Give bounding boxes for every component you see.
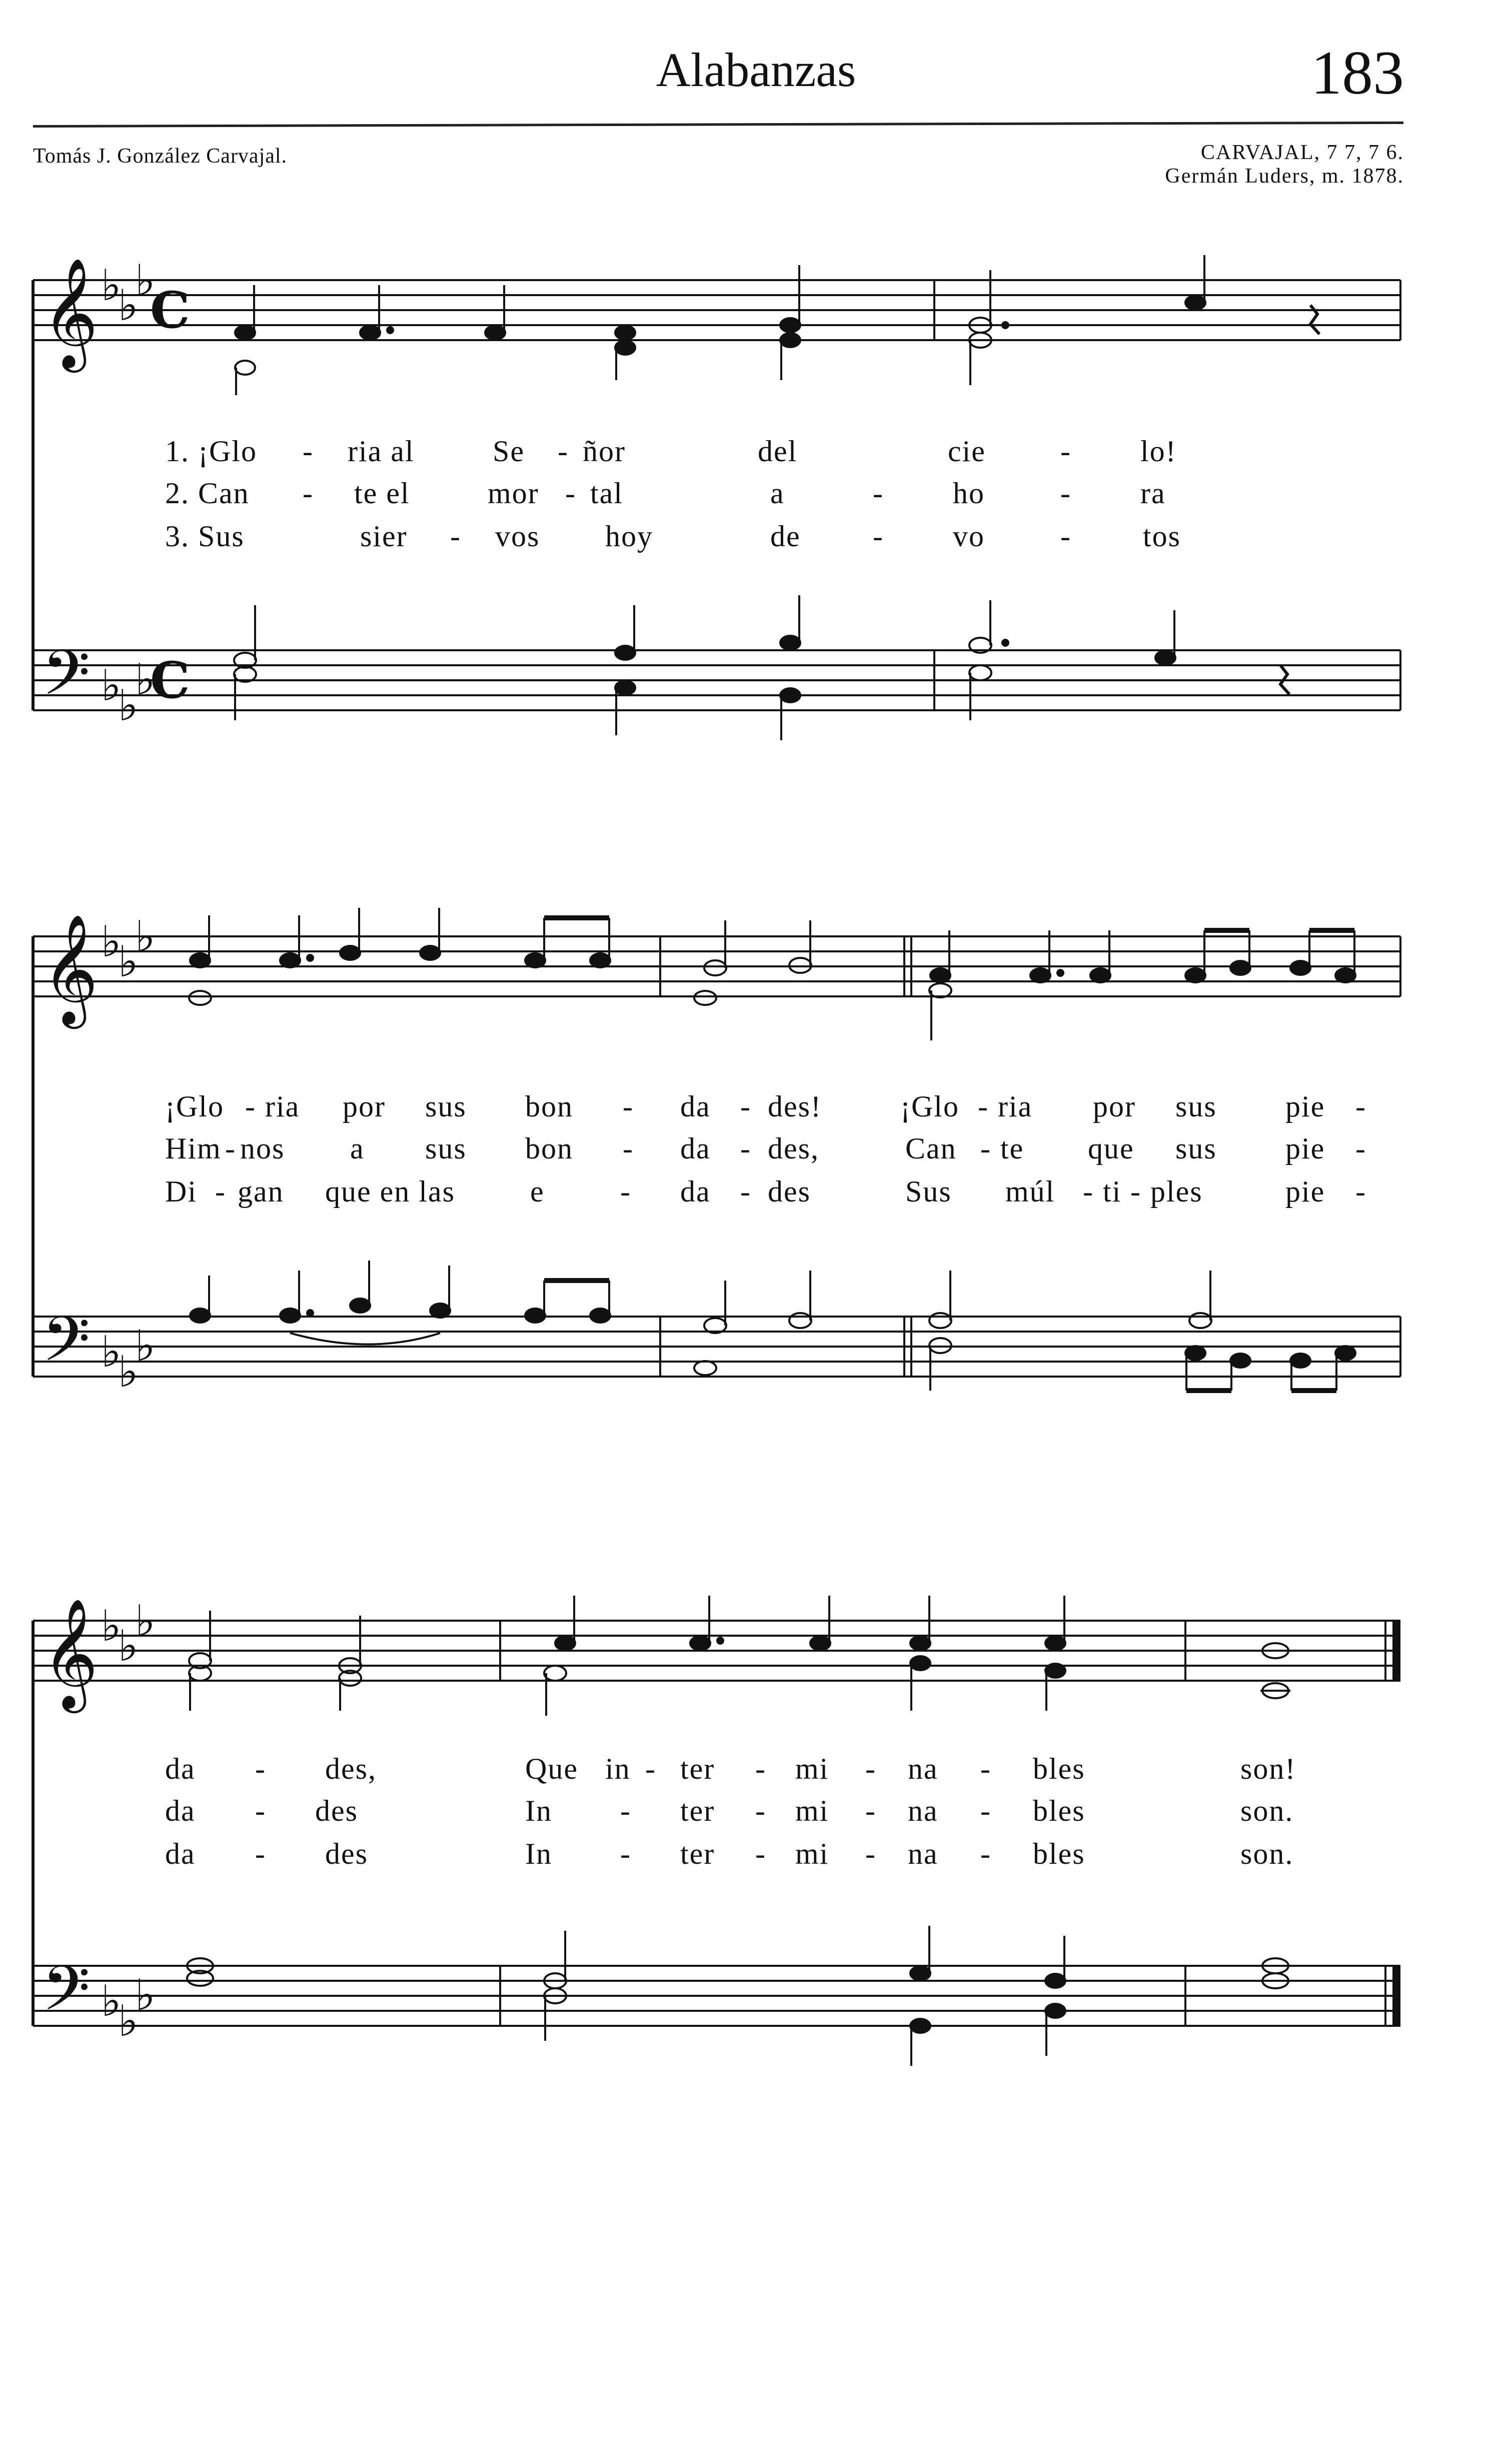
lyric-syllable: ria	[998, 1090, 1033, 1123]
lyric-syllable: son!	[1240, 1752, 1296, 1785]
lyric-syllable: da	[680, 1090, 711, 1123]
svg-text:♭: ♭	[118, 1347, 139, 1397]
lyric-syllable: ¡Glo	[165, 1090, 224, 1123]
lyric-syllable: des	[315, 1794, 358, 1827]
lyric-hyphen: -	[303, 435, 314, 468]
svg-text:♭: ♭	[101, 261, 122, 311]
author-credit: Tomás J. González Carvajal.	[33, 145, 288, 168]
lyric-syllable: gan	[238, 1175, 284, 1208]
lyric-syllable: te	[1000, 1132, 1024, 1165]
lyric-syllable: sus	[1175, 1090, 1217, 1123]
lyric-hyphen: -	[980, 1752, 991, 1785]
lyric-syllable: des,	[325, 1752, 377, 1785]
lyric-hyphen: -	[565, 477, 576, 510]
lyric-syllable: que	[1088, 1132, 1134, 1165]
lyric-syllable: na	[908, 1752, 938, 1785]
lyric-hyphen: -	[450, 520, 461, 553]
system-2-verse-3	[0, 1174, 1512, 1214]
lyric-syllable: por	[1093, 1090, 1136, 1123]
lyric-syllable: ria	[265, 1090, 300, 1123]
svg-text:♭: ♭	[135, 912, 156, 962]
lyric-syllable: ter	[680, 1837, 715, 1870]
lyric-syllable: da	[680, 1175, 711, 1208]
lyric-syllable: sus	[425, 1090, 467, 1123]
lyric-syllable: In	[525, 1794, 552, 1827]
lyric-syllable: mor	[488, 477, 539, 510]
lyric-syllable: Se	[493, 435, 525, 468]
lyric-syllable: na	[908, 1837, 938, 1870]
lyric-syllable: que en las	[325, 1175, 455, 1208]
page-title: Alabanzas	[656, 43, 856, 97]
lyric-hyphen: -	[980, 1794, 991, 1827]
lyric-syllable: 2. Can	[165, 477, 250, 510]
lyric-syllable: sier	[360, 520, 408, 553]
lyric-syllable: pie	[1285, 1132, 1325, 1165]
treble-clef-icon	[42, 257, 98, 1713]
lyric-hyphen: -	[740, 1175, 751, 1208]
system-2-treble-staff	[33, 936, 1400, 996]
lyric-syllable: ter	[680, 1794, 715, 1827]
lyric-syllable: de	[770, 520, 801, 553]
lyric-syllable: múl	[1005, 1175, 1055, 1208]
lyric-syllable: des,	[768, 1132, 819, 1165]
svg-text:♭: ♭	[118, 1996, 139, 2046]
composer-credit: Germán Luders, m. 1878.	[1165, 165, 1404, 188]
svg-text:𝄢: 𝄢	[42, 1304, 91, 1391]
system-3-treble-notes	[189, 1596, 1290, 1716]
system-3-bass-staff	[33, 1966, 1400, 2026]
svg-text:𝄞: 𝄞	[42, 913, 99, 1024]
lyric-syllable: del	[758, 435, 798, 468]
svg-text:♭: ♭	[101, 917, 122, 967]
svg-text:𝄢: 𝄢	[42, 1953, 91, 2040]
lyric-syllable: bon	[525, 1090, 573, 1123]
tune-name: CARVAJAL, 7 7, 7 6.	[1200, 141, 1404, 164]
lyric-syllable: Sus	[905, 1175, 952, 1208]
lyric-hyphen: -	[303, 477, 314, 510]
lyric-syllable: son.	[1240, 1837, 1294, 1870]
system-1-verse-1	[0, 434, 1512, 474]
lyric-hyphen: -	[1130, 1175, 1141, 1208]
lyric-syllable: da	[165, 1752, 196, 1785]
lyric-syllable: da	[165, 1794, 196, 1827]
lyric-syllable: tal	[590, 477, 623, 510]
lyric-syllable: sus	[1175, 1132, 1217, 1165]
lyric-syllable: in	[605, 1752, 631, 1785]
lyric-syllable: bon	[525, 1132, 573, 1165]
system-2-treble-notes	[189, 908, 1355, 1040]
lyric-hyphen: -	[245, 1090, 256, 1123]
lyric-syllable: da	[165, 1837, 196, 1870]
svg-text:♭: ♭	[118, 281, 139, 331]
lyric-hyphen: -	[873, 477, 884, 510]
lyric-syllable: ho	[953, 477, 985, 510]
svg-text:♭: ♭	[101, 1327, 122, 1377]
page-number: 183	[1311, 39, 1404, 107]
svg-text:♭: ♭	[118, 1621, 139, 1671]
lyric-syllable: pie	[1285, 1175, 1325, 1208]
svg-text:♭: ♭	[135, 1596, 156, 1646]
lyric-syllable: Him	[165, 1132, 222, 1165]
system-1-verse-3	[0, 519, 1512, 559]
svg-text:♭: ♭	[135, 1970, 156, 2020]
lyric-syllable: da	[680, 1132, 711, 1165]
lyric-syllable: mi	[795, 1752, 829, 1785]
lyric-syllable: por	[343, 1090, 386, 1123]
svg-text:𝄢: 𝄢	[42, 637, 91, 724]
lyric-syllable: e	[530, 1175, 545, 1208]
lyric-hyphen: -	[1355, 1175, 1366, 1208]
lyric-syllable: ñor	[583, 435, 626, 468]
svg-text:♭: ♭	[118, 937, 139, 987]
lyric-syllable: a	[350, 1132, 365, 1165]
svg-text:C: C	[150, 281, 190, 340]
lyric-syllable: Di	[165, 1175, 197, 1208]
svg-text:♭: ♭	[101, 661, 122, 711]
lyric-hyphen: -	[1355, 1132, 1366, 1165]
lyric-syllable: In	[525, 1837, 552, 1870]
svg-text:♭: ♭	[135, 655, 156, 705]
lyric-syllable: des	[768, 1175, 811, 1208]
lyric-syllable: bles	[1033, 1837, 1085, 1870]
lyric-syllable: na	[908, 1794, 938, 1827]
lyric-syllable: sus	[425, 1132, 467, 1165]
lyric-syllable: ples	[1150, 1175, 1203, 1208]
system-1-verse-2	[0, 476, 1512, 516]
lyric-hyphen: -	[740, 1090, 751, 1123]
lyric-hyphen: -	[1060, 477, 1071, 510]
lyric-syllable: ra	[1140, 477, 1166, 510]
system-3-verse-3	[0, 1837, 1512, 1877]
lyric-syllable: pie	[1285, 1090, 1325, 1123]
lyric-hyphen: -	[755, 1837, 766, 1870]
lyric-syllable: 1. ¡Glo	[165, 435, 257, 468]
lyric-syllable: mi	[795, 1837, 829, 1870]
lyric-syllable: mi	[795, 1794, 829, 1827]
system-1-bass-notes	[234, 595, 1289, 740]
system-3-verse-2	[0, 1794, 1512, 1834]
svg-text:C: C	[150, 651, 190, 710]
lyric-hyphen: -	[865, 1794, 876, 1827]
lyric-hyphen: -	[215, 1175, 226, 1208]
lyric-hyphen: -	[1083, 1175, 1094, 1208]
lyric-syllable: ter	[680, 1752, 715, 1785]
lyric-syllable: te el	[354, 477, 410, 510]
lyric-hyphen: -	[1060, 520, 1071, 553]
lyric-hyphen: -	[623, 1132, 634, 1165]
lyric-syllable: vos	[495, 520, 540, 553]
lyric-hyphen: -	[255, 1794, 266, 1827]
lyric-syllable: tos	[1143, 520, 1181, 553]
lyric-hyphen: -	[978, 1090, 989, 1123]
system-2-verse-1	[0, 1089, 1512, 1129]
lyric-syllable: cie	[948, 435, 986, 468]
system-3-verse-1	[0, 1752, 1512, 1792]
lyric-hyphen: -	[255, 1837, 266, 1870]
svg-text:♭: ♭	[135, 256, 156, 306]
lyric-hyphen: -	[755, 1752, 766, 1785]
system-2-verse-2	[0, 1131, 1512, 1171]
lyric-syllable: bles	[1033, 1752, 1085, 1785]
svg-text:♭: ♭	[101, 1976, 122, 2026]
lyric-hyphen: -	[980, 1837, 991, 1870]
lyric-hyphen: -	[873, 520, 884, 553]
svg-text:♭: ♭	[135, 1321, 156, 1371]
lyric-syllable: ¡Glo	[900, 1090, 959, 1123]
lyric-hyphen: -	[558, 435, 569, 468]
lyric-hyphen: -	[865, 1837, 876, 1870]
lyric-hyphen: -	[620, 1794, 631, 1827]
lyric-syllable: hoy	[605, 520, 653, 553]
lyric-syllable: nos	[240, 1132, 285, 1165]
lyric-syllable: ria al	[348, 435, 415, 468]
lyric-hyphen: -	[645, 1752, 656, 1785]
svg-text:𝄞: 𝄞	[42, 257, 99, 368]
svg-text:𝄞: 𝄞	[42, 1598, 99, 1708]
system-2-bass-notes	[190, 1261, 1355, 1391]
lyric-hyphen: -	[255, 1752, 266, 1785]
lyric-syllable: 3. Sus	[165, 520, 245, 553]
svg-text:♭: ♭	[101, 1601, 122, 1651]
lyric-hyphen: -	[740, 1132, 751, 1165]
lyric-hyphen: -	[623, 1090, 634, 1123]
lyric-syllable: son.	[1240, 1794, 1294, 1827]
lyric-syllable: a	[770, 477, 785, 510]
lyric-hyphen: -	[1355, 1090, 1366, 1123]
lyric-hyphen: -	[1060, 435, 1071, 468]
lyric-syllable: des!	[768, 1090, 822, 1123]
lyric-hyphen: -	[865, 1752, 876, 1785]
lyric-syllable: des	[325, 1837, 368, 1870]
lyric-hyphen: -	[225, 1132, 236, 1165]
lyric-hyphen: -	[980, 1132, 991, 1165]
lyric-syllable: bles	[1033, 1794, 1085, 1827]
lyric-hyphen: -	[620, 1175, 631, 1208]
svg-text:♭: ♭	[118, 681, 139, 731]
lyric-hyphen: -	[620, 1837, 631, 1870]
system-3-treble-staff	[33, 1621, 1400, 1681]
lyric-hyphen: -	[755, 1794, 766, 1827]
lyric-syllable: lo!	[1140, 435, 1177, 468]
lyric-syllable: ti	[1103, 1175, 1122, 1208]
lyric-syllable: Can	[905, 1132, 957, 1165]
lyric-syllable: Que	[525, 1752, 578, 1785]
lyric-syllable: vo	[953, 520, 985, 553]
